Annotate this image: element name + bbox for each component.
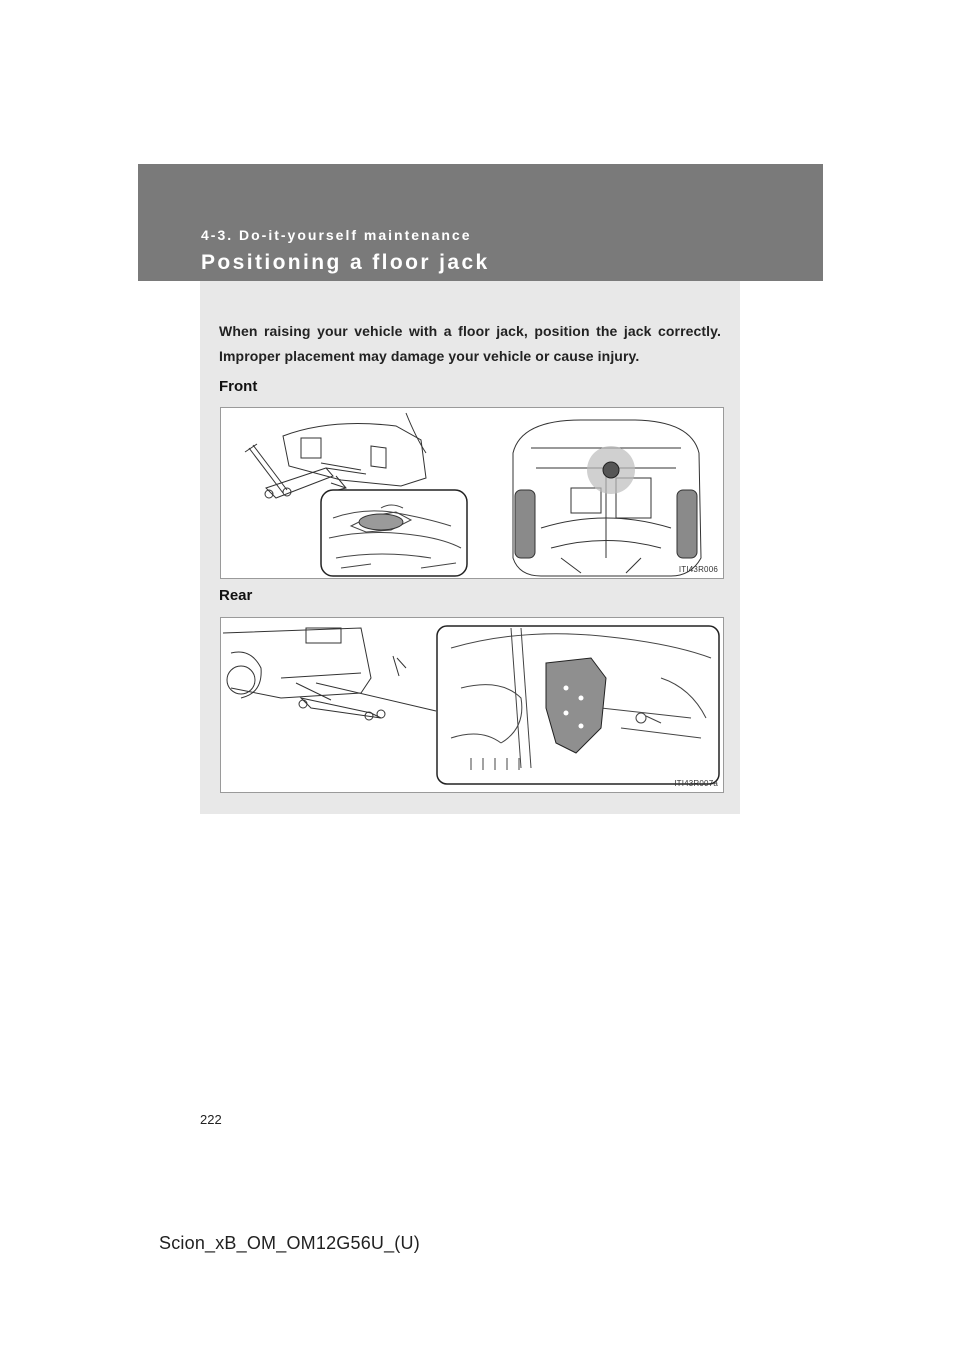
rear-heading: Rear	[219, 587, 253, 604]
page-number: 222	[200, 1112, 222, 1127]
document-id: Scion_xB_OM_OM12G56U_(U)	[159, 1233, 420, 1253]
front-heading: Front	[219, 378, 258, 395]
header-band	[138, 164, 823, 281]
section-label: 4-3. Do-it-yourself maintenance	[201, 227, 472, 243]
front-jack-illustration	[221, 408, 723, 578]
front-jack-figure	[220, 407, 724, 579]
rear-jack-figure	[220, 617, 724, 793]
page-title: Positioning a floor jack	[201, 251, 490, 274]
rear-jack-illustration	[221, 618, 723, 792]
rear-figure-code: ITI43R007a	[674, 779, 718, 788]
front-figure-code: ITI43R006	[678, 565, 718, 574]
content-panel	[200, 281, 740, 814]
intro-paragraph: When raising your vehicle with a floor jack, position the jack correctly. Improper placement may damage your vehicle or cause injury.	[219, 323, 721, 364]
